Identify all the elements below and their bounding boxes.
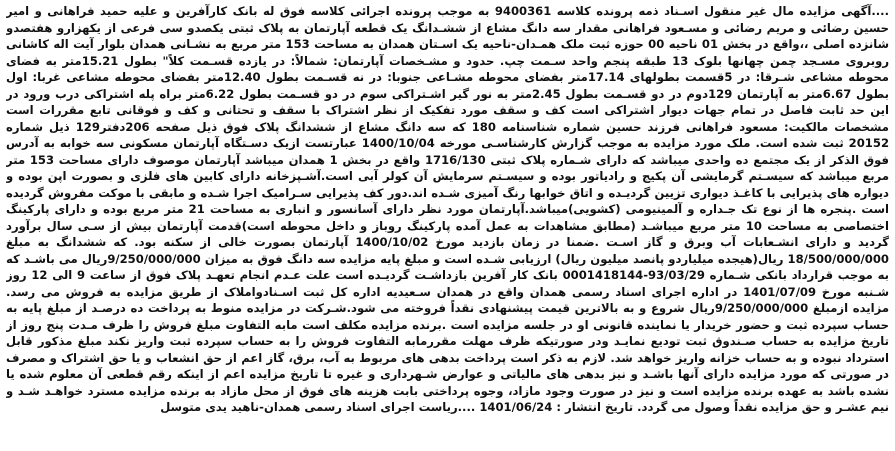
auction-notice (6, 3, 889, 447)
notice-body-text: ....آگهی مزایده مال غیر منقول اسـناد ذمه پرونده کلاسه 9400361 به موجب پرونده اجرائی کلاسه فوق له بانک کارآفرین و علیه حمید فراهانی و امیر حسین رضائی و مریم رضائی و مسـعود فراهانی مقدار سه دانگ مشاع از ششـدانگ یک قطعه آپارتمان به پلاک ثبتی یکصدو سی فرعی از یکهزارو هفتصدو شانزده اصلی ،،واقع در بخش 01 ناحیه 00 حوزه ثبت ملک همـدان-ناحیه یک اسـتان همدان به مساحت 153 متر مربع به نشـانی همدان بلوار آیت اله کاشانی روبروی مسـجد چمن چهانها بلوک 13 طبقه پنجم واحد سـمت چپ. حدود و مشـخصات آپارتمان: شمالاً: در یازده قسـمت کلاً" بطول 15.21متر به فضای محوطه مشاعی شـرقا: در 5قسمت بطولهای 17.14متر بفضای محوطه مشـاعی جنوبا: در نه قسـمت بطول 12.40متر بفضای محوطه مشاعی غربا: اول بطول 6.67متر به آپارتمان 129دوم در دو قسـمت بطول 2.45متر به نور گیر اشـتراکی سوم در دو قسـمت بطول 6.22متر براه پله اشتراکی درب ورود در این حد ثابت فاصل در تمام جهات دیوار اشتراکی است کف و سقف مورد تفکیک از نظر اشتراک با سقف و تحتانی و کف و فوقانی تابع مقررات است مشخصات مالکیت: مسعود فراهانی فرزند حسین شماره شناسنامه 180 که سه دانگ مشاع از ششدانگ پلاک فوق ذیل صفحه 206دفتر129 ذیل شماره 20152 ثبت شده است. ملک مورد مزایده به موجب گزارش کارشناسـی مورخه 1400/10/04 عبارتست ازیک دسـتگاه آپارتمان مسکونی سه خوابه به آدرس فوق الذکر از یک مجتمع ده واحدی میباشد که دارای شـماره پلاک ثبتی 1716/130 واقع در بخش 1 همدان میباشد آپارتمان موصوف دارای مساحت 153 متر مربع میباشد که سیسـتم گرمایشی آن پکیج و رادیاتور بوده و سیسـتم سرمایش آن کولر آبی است.آشـپزخانه دارای کابین های فلزی و بصورت اپن بوده و دیواره های پذیرایی با کاغـذ دیواری تزیین گردیـده و اتاق خوابها رنگ آمیزی شـده اند.دور کف پذیرایی سـرامیک اجرا شـده و مابقی با موکت مفروش گردیده است .پنجره ها از نوع تک جـداره و آلمینیومی (کشویی)میباشد.آپارتمان مورد نظر دارای آسانسور و انباری به مساحت 21 متر مربع بوده و دارای پارکینگ اختصاصی به مساحت 10 متر مربع میباشـد (مطابق مشاهدات به عمل آمده پارکینگ روباز و داخل محوطه است)قدمت آپارتمان بیش از سـی سال برآورد گردید و دارای انشـعابات آب وبرق و گاز اسـت .ضمنا در زمان بازدید مورخ 1400/10/02 آپارتمان بصورت خالی از سکنه بود. که ششدانگ به مبلغ 18/500/000/000 ریال(هیجده میلیاردو پانصد میلیون ریال) ارزیابی شـده است و مبلغ پایه مزایده سه دانگ فوق به میزان 9/250/000/000ریال می باشـد که به موجب قرارداد بانکی شـماره 93/03/29-0001418144 بانک کار آفرین بازداشـت گردیـده است علت عـدم انجام تعهـد پلاک فوق از ساعت 9 الی 12 روز شـنبه مورخ 1401/07/09 در اداره اجرای اسناد رسمی همدان واقع در همدان سـعیدیه اداره کل ثبت اسـنادواملاک از طریق مزایده به فروش می رسد. مزایده ازمبلغ 9/250/000/000ریال شروع و به بالاترین قیمت پیشنهادی نقداً فروخته می شود.شـرکت در مزایده منوط به پرداخت ده درصـد از مبلغ پایه به حساب سپرده ثبت و حضور خریدار یا نماینده قانونی او در جلسه مزایده است .برنده مزایده مکلف است مابه التفاوت مبلغ فروش را ظرف مـدت پنج روز از تاریخ مزایده به حساب صـندوق ثبت توديع نمايـد ودر صورتيكه ظرف مهلت مقررمابه التفاوت فروش را به حساب سپرده ثبت واريز نكند مبلغ مذكور قابل استرداد نبوده و به حساب خزانه واریز خواهد شد. لازم به ذکر است پرداخت بدهی های مربوط به آب، برق، گاز اعم از حق انشعاب و یا حق اشتراک و مصرف در صورتی که مورد مزایده دارای آنها باشـد و نیز بدهی های مالیاتی و عوارض شـهرداری و غیره تا تاریخ مزایده اعم از اینکه رقم قطعی آن معلوم شده یا نشده باشد به عهده برنده مزایده است و نیز در صورت وجود مازاد، وجوه پرداختی بابت هزینه های فوق از محل مازاد به برنده مزایده مسترد خواهـد شـد و نیم عشـر و حق مزایده نقداً وصول می گردد. تاریخ انتشار : 1401/06/24 ....رياست اجراى اسناد رسمى همدان-ناهيد يدى متوسل (6, 4, 889, 414)
